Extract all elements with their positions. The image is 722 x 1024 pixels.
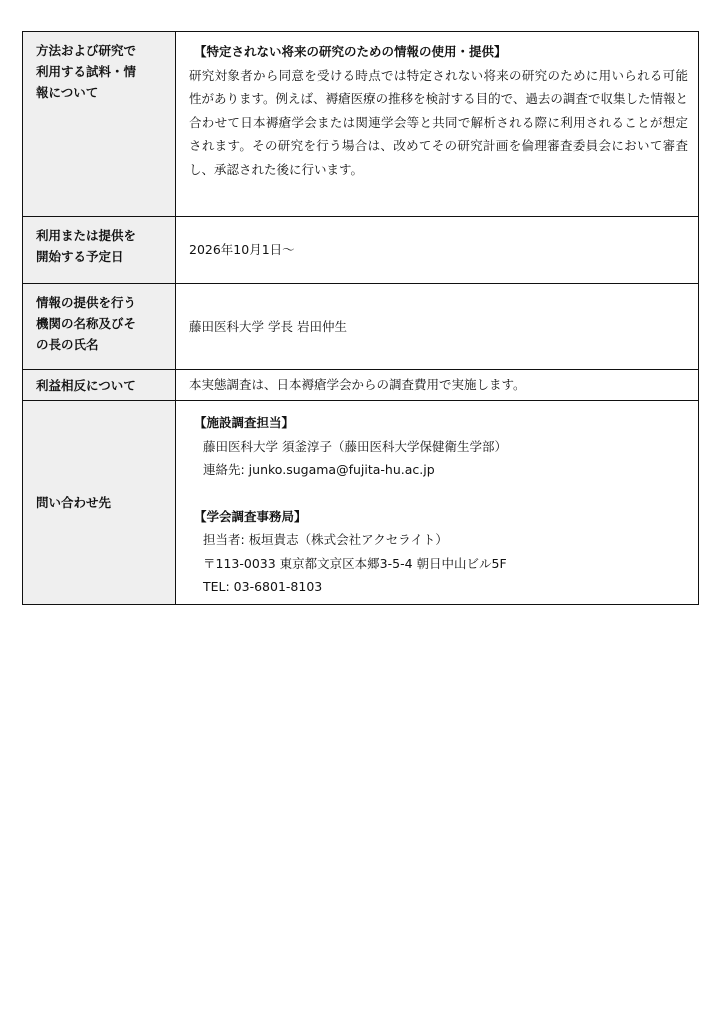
- label-line: 方法および研究で: [36, 43, 137, 58]
- label-provider: [23, 284, 176, 370]
- value-methods: [176, 32, 699, 217]
- facility-person: 藤田医科大学 須釜淳子（藤田医科大学保健衛生学部）: [203, 438, 507, 454]
- table-row-provider: [23, 284, 699, 370]
- office-title: 【学会調査事務局】: [194, 508, 307, 524]
- value-provider: 藤田医科大学 学長 岩田仲生: [176, 284, 699, 370]
- methods-body: 研究対象者から同意を受ける時点では特定されない将来の研究のために用いられる可能性があります。例えば、褥瘡医療の推移を検討する目的で、過去の調査で収集した情報と合わせて日本褥瘡学会または関連学会等と共同で解析される際に利用されることが想定されます。その研究を行う場合は、改めてその研究計画を倫理審査委員会において審査し、承認された後に行います。: [189, 67, 688, 177]
- label-line: の長の氏名: [36, 337, 99, 352]
- table-row-conflict: [23, 370, 699, 401]
- table-row-methods: [23, 32, 699, 217]
- label-line: 利用または提供を: [36, 228, 137, 243]
- info-table: [22, 31, 699, 605]
- value-start-date: 2026年10月1日～: [176, 217, 699, 284]
- value-contact: [176, 401, 699, 605]
- facility-title: 【施設調査担当】: [194, 415, 295, 430]
- label-line: 開始する予定日: [36, 249, 124, 264]
- label-line: 利用する試料・情: [36, 64, 137, 79]
- table-row-start-date: [23, 217, 699, 284]
- facility-email: 連絡先: junko.sugama@fujita-hu.ac.jp: [203, 462, 435, 477]
- methods-heading: 【特定されない将来の研究のための情報の使用・提供】: [194, 44, 507, 59]
- label-line: 報について: [36, 85, 99, 100]
- label-start-date: [23, 217, 176, 284]
- label-line: 情報の提供を行う: [36, 295, 137, 310]
- label-line: 機関の名称及びそ: [36, 316, 137, 331]
- label-methods: [23, 32, 176, 217]
- label-contact: 問い合わせ先: [23, 401, 176, 605]
- value-conflict: 本実態調査は、日本褥瘡学会からの調査費用で実施します。: [176, 370, 699, 401]
- label-conflict: 利益相反について: [23, 370, 176, 401]
- office-address: 〒113-0033 東京都文京区本郷3-5-4 朝日中山ビル5F: [203, 555, 507, 571]
- office-tel: TEL: 03-6801-8103: [203, 579, 323, 594]
- table-row-contact: [23, 401, 699, 605]
- office-person: 担当者: 板垣貴志（株式会社アクセライト）: [203, 532, 448, 547]
